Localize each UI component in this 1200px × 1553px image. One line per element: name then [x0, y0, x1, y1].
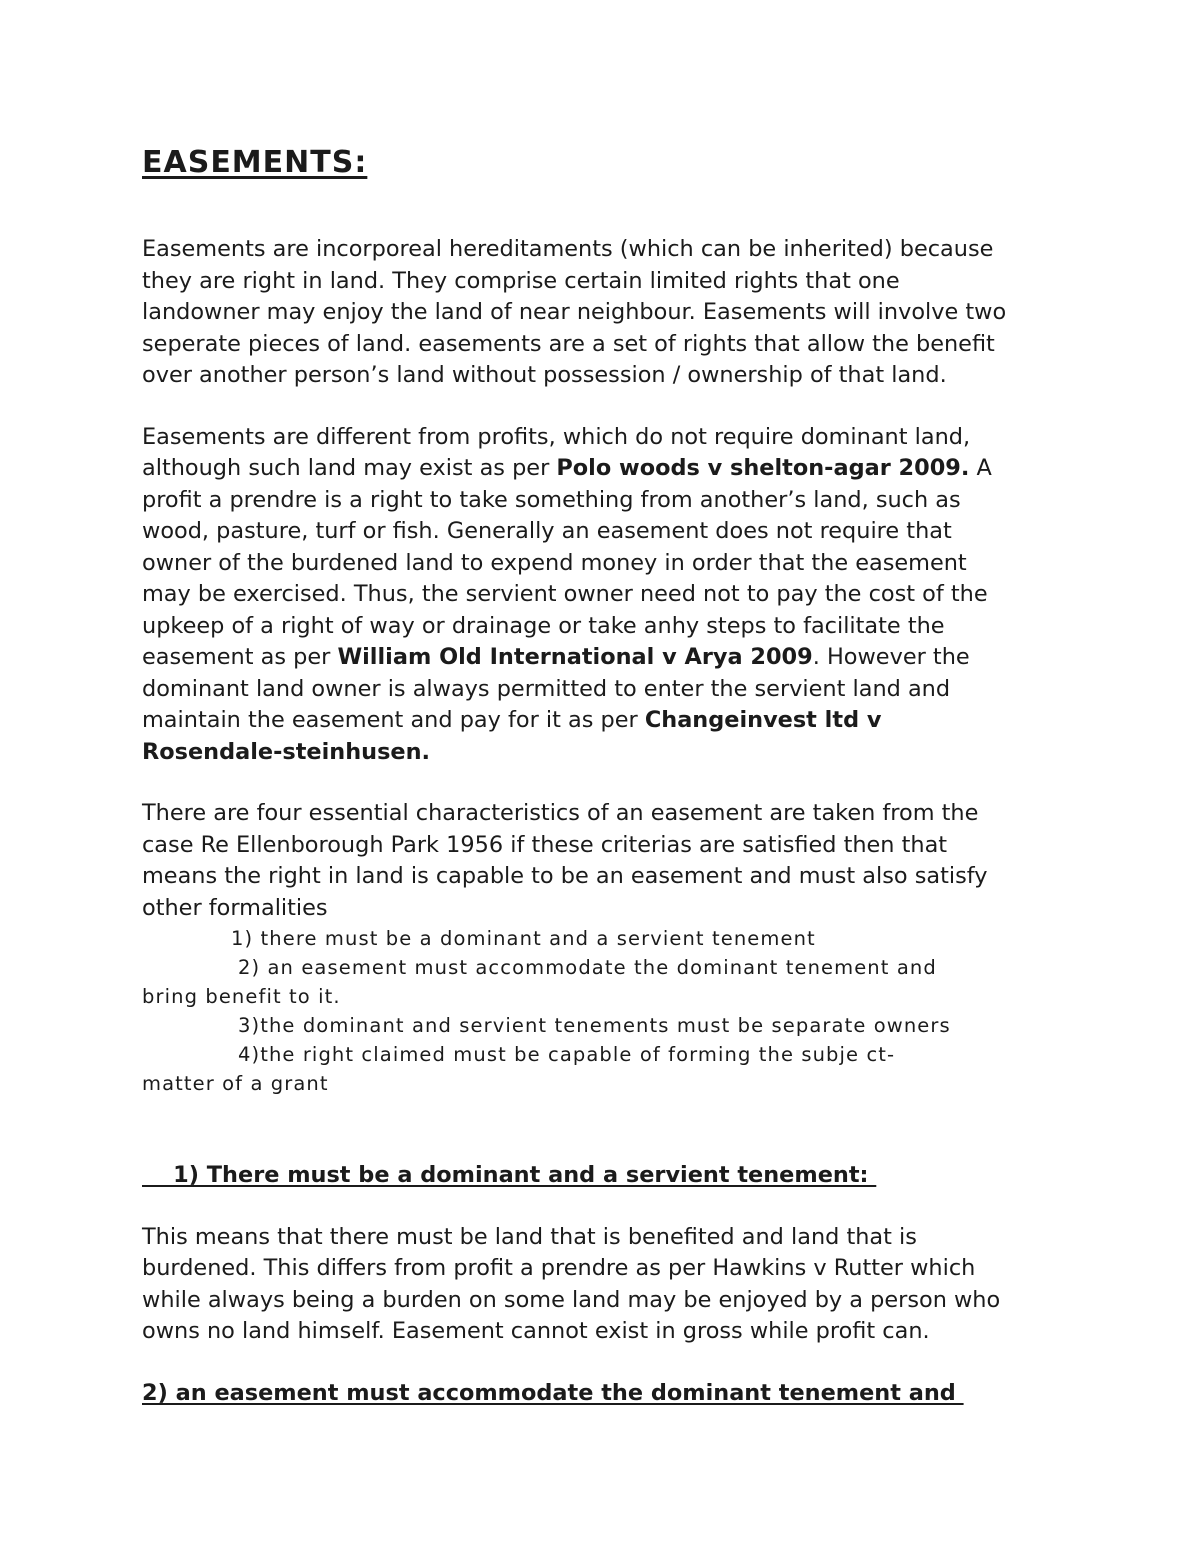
text-line: landowner may enjoy the land of near neighbour. Easements will involve two	[142, 299, 1007, 325]
characteristics-list	[142, 924, 1070, 1098]
text-line: may be exercised. Thus, the servient owner need not to pay the cost of the	[142, 581, 988, 607]
text-line: There are four essential characteristics of an easement are taken from the	[142, 800, 979, 826]
case-citation: Polo woods v shelton-agar 2009.	[556, 455, 970, 481]
list-item: 4)the right claimed must be capable of forming the subje ct-	[238, 1043, 896, 1066]
text-line: although such land may exist as per Polo woods v shelton-agar 2009. A	[142, 455, 992, 481]
text-line: Easements are different from profits, which do not require dominant land,	[142, 423, 971, 450]
text-line: Easements are incorporeal hereditaments (which can be inherited) because	[142, 236, 994, 262]
spacer	[142, 392, 1070, 422]
case-citation: Changeinvest ltd v	[644, 707, 882, 733]
spacer	[142, 1192, 1070, 1222]
list-item-continuation: matter of a grant	[142, 1072, 329, 1095]
paragraph-profits	[142, 422, 1070, 769]
document-title: EASEMENTS:	[142, 145, 368, 180]
case-citation: Rosendale-steinhusen.	[142, 738, 431, 765]
spacer	[142, 186, 1070, 234]
text-line: burdened. This differs from profit a prendre as per Hawkins v Rutter which	[142, 1255, 976, 1281]
text-line: owns no land himself. Easement cannot exist in gross while profit can.	[142, 1318, 930, 1344]
paragraph-dominant-servient	[142, 1222, 1070, 1348]
section-heading-1: 1) There must be a dominant and a servient tenement:	[142, 1162, 877, 1188]
section-heading-2: 2) an easement must accommodate the dominant tenement and	[142, 1379, 964, 1406]
text-line: profit a prendre is a right to take something from another’s land, such as	[142, 486, 961, 513]
text-line: This means that there must be land that is benefited and land that is	[142, 1223, 917, 1250]
paragraph-characteristics	[142, 798, 1070, 924]
paragraph-definition	[142, 234, 1070, 392]
text-line: wood, pasture, turf or fish. Generally an easement does not require that	[142, 518, 952, 544]
list-item: 1) there must be a dominant and a servient tenement	[231, 927, 816, 950]
spacer	[142, 1098, 1070, 1160]
list-item-continuation: bring benefit to it.	[142, 985, 341, 1008]
text-line: seperate pieces of land. easements are a set of rights that allow the benefit	[142, 330, 995, 357]
text-line: maintain the easement and pay for it as per Changeinvest ltd v	[142, 707, 882, 733]
list-item: 2) an easement must accommodate the dominant tenement and	[238, 956, 937, 979]
text-line: means the right in land is capable to be an easement and must also satisfy	[142, 863, 988, 889]
text-line: owner of the burdened land to expend money in order that the easement	[142, 549, 967, 576]
text-line	[142, 737, 1070, 769]
spacer	[142, 768, 1070, 798]
list-item: 3)the dominant and servient tenements must be separate owners	[238, 1014, 951, 1037]
text-line: dominant land owner is always permitted to enter the servient land and	[142, 675, 951, 702]
text-line: easement as per William Old International v Arya 2009. However the	[142, 644, 970, 670]
case-citation: William Old International v Arya 2009	[337, 644, 813, 670]
text-line: case Re Ellenborough Park 1956 if these criterias are satisfied then that	[142, 831, 948, 858]
text-line: other formalities	[142, 894, 328, 921]
text-line: while always being a burden on some land may be enjoyed by a person who	[142, 1286, 1001, 1313]
text-line: upkeep of a right of way or drainage or take anhy steps to facilitate the	[142, 612, 945, 639]
spacer	[142, 1348, 1070, 1378]
text-line: over another person’s land without possession / ownership of that land.	[142, 362, 947, 388]
text-line: they are right in land. They comprise certain limited rights that one	[142, 267, 900, 294]
